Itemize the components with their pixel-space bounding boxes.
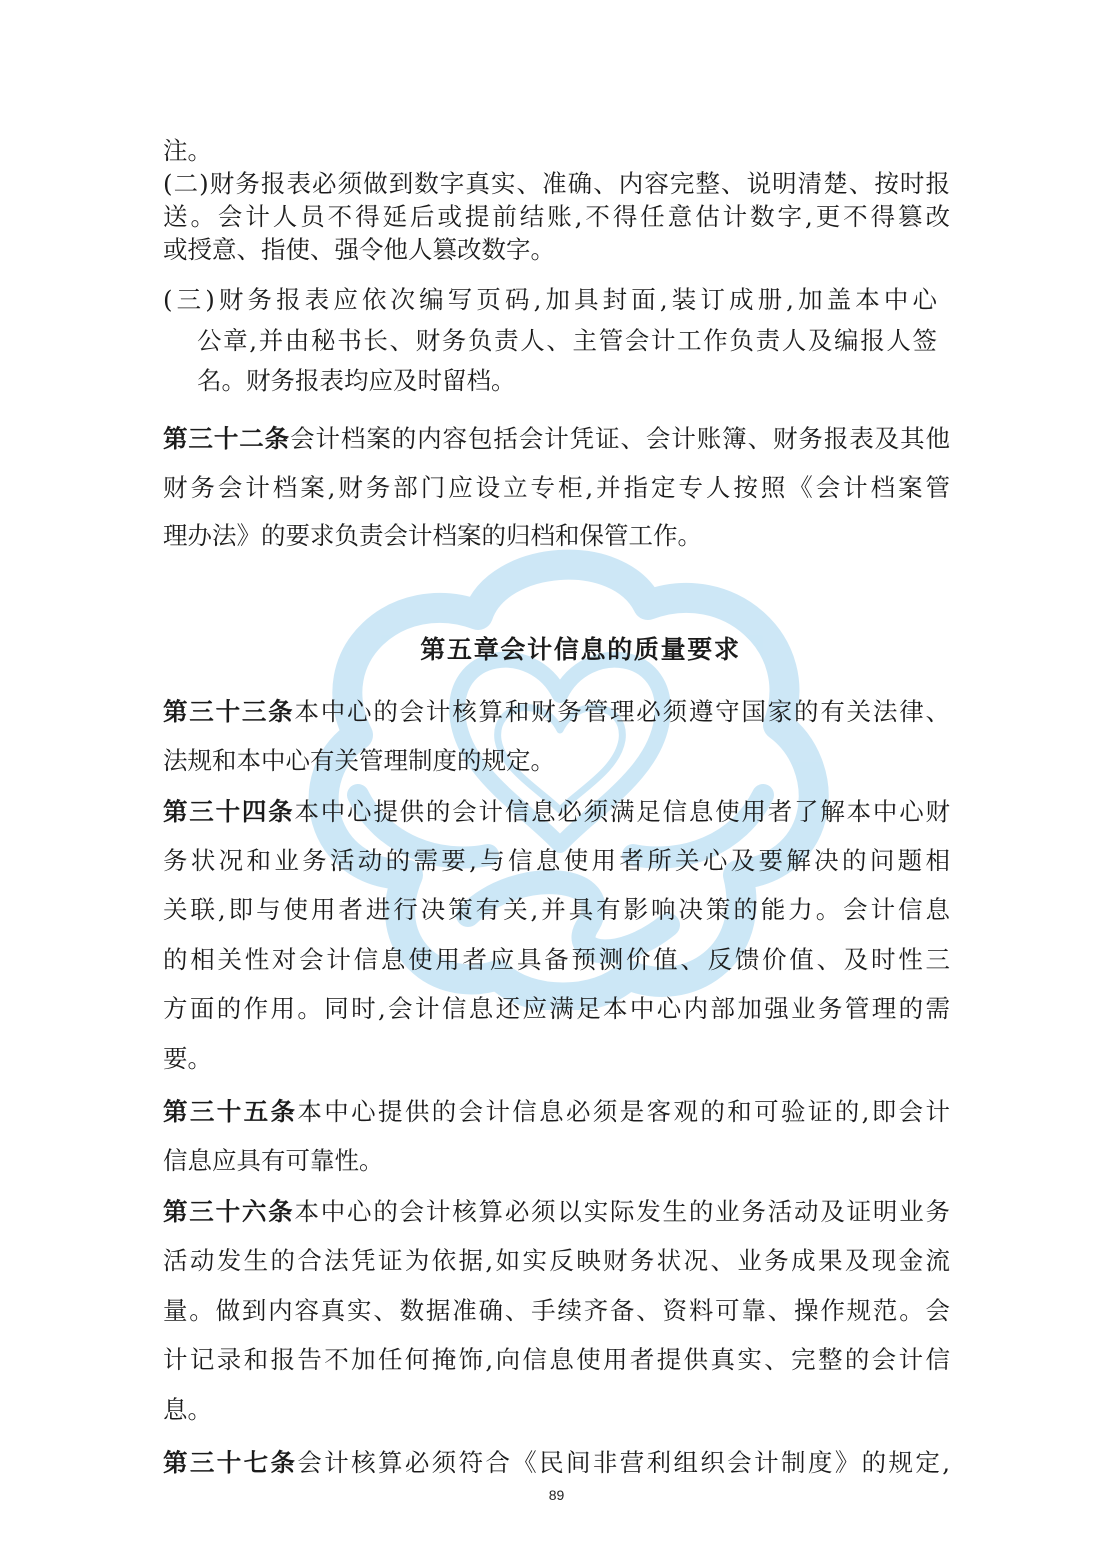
article-line	[163, 1438, 950, 1487]
item-3-paragraph	[163, 280, 937, 402]
article-line: 法规和本中心有关管理制度的规定。	[163, 745, 555, 775]
article-line: 息。	[163, 1394, 212, 1424]
paragraph-line: 或授意、指使、强令他人篡改数字。	[163, 234, 555, 264]
article-text: 本中心提供的会计信息必须满足信息使用者了解本中心财	[294, 796, 950, 826]
article-line	[163, 787, 950, 836]
article-line: 的相关性对会计信息使用者应具备预测价值、反馈价值、及时性三	[163, 944, 950, 974]
article-line	[163, 415, 950, 464]
page-number: 89	[548, 1487, 565, 1503]
article-line: 要。	[163, 1043, 212, 1073]
article-36	[163, 1187, 950, 1435]
paragraph-line: 公章,并由秘书长、财务负责人、主管会计工作负责人及编报人签	[197, 325, 937, 355]
article-label: 第三十七条	[163, 1447, 298, 1477]
article-line	[163, 687, 950, 736]
article-34	[163, 787, 950, 1083]
article-line: 信息应具有可靠性。	[163, 1145, 384, 1175]
article-line: 计记录和报告不加任何掩饰,向信息使用者提供真实、完整的会计信	[163, 1345, 950, 1374]
paragraph-line: 名。财务报表均应及时留档。	[197, 366, 516, 395]
article-line: 量。做到内容真实、数据准确、手续齐备、资料可靠、操作规范。会	[163, 1295, 950, 1325]
item-2-paragraph	[163, 167, 950, 266]
article-line: 活动发生的合法凭证为依据,如实反映财务状况、业务成果及现金流	[163, 1246, 950, 1275]
paragraph-line: (三)财务报表应依次编写页码,加具封面,装订成册,加盖本中心	[163, 285, 937, 314]
article-line	[163, 1187, 950, 1237]
article-label: 第三十五条	[163, 1096, 298, 1126]
article-text: 会计档案的内容包括会计凭证、会计账簿、财务报表及其他	[290, 424, 950, 453]
article-label: 第三十二条	[163, 424, 291, 453]
article-line: 理办法》的要求负责会计档案的归档和保管工作。	[163, 521, 702, 550]
article-line: 关联,即与使用者进行决策有关,并具有影响决策的能力。会计信息	[163, 895, 950, 925]
article-text: 会计核算必须符合《民间非营利组织会计制度》的规定,	[297, 1447, 950, 1477]
chapter-heading: 第五章会计信息的质量要求	[420, 635, 741, 664]
article-text: 本中心的会计核算和财务管理必须遵守国家的有关法律、	[294, 696, 950, 726]
article-label: 第三十四条	[163, 796, 295, 826]
article-line	[163, 1087, 950, 1136]
article-line: 方面的作用。同时,会计信息还应满足本中心内部加强业务管理的需	[163, 994, 950, 1024]
article-label: 第三十三条	[163, 696, 295, 726]
article-35	[163, 1087, 950, 1185]
continuation-paragraph	[163, 134, 950, 167]
article-text: 本中心提供的会计信息必须是客观的和可验证的,即会计	[297, 1096, 950, 1126]
paragraph-line: (二)财务报表必须做到数字真实、准确、内容完整、说明清楚、按时报	[163, 168, 950, 198]
article-33	[163, 687, 950, 785]
paragraph-line: 送。会计人员不得延后或提前结账,不得任意估计数字,更不得篡改	[163, 201, 950, 231]
article-line: 财务会计档案,财务部门应设立专柜,并指定专人按照《会计档案管	[163, 472, 950, 502]
article-32	[163, 415, 950, 561]
article-label: 第三十六条	[163, 1196, 295, 1226]
article-text: 本中心的会计核算必须以实际发生的业务活动及证明业务	[294, 1196, 950, 1226]
article-line: 务状况和业务活动的需要,与信息使用者所关心及要解决的问题相	[163, 845, 950, 875]
article-37	[163, 1438, 950, 1487]
paragraph-line: 注。	[163, 135, 212, 165]
